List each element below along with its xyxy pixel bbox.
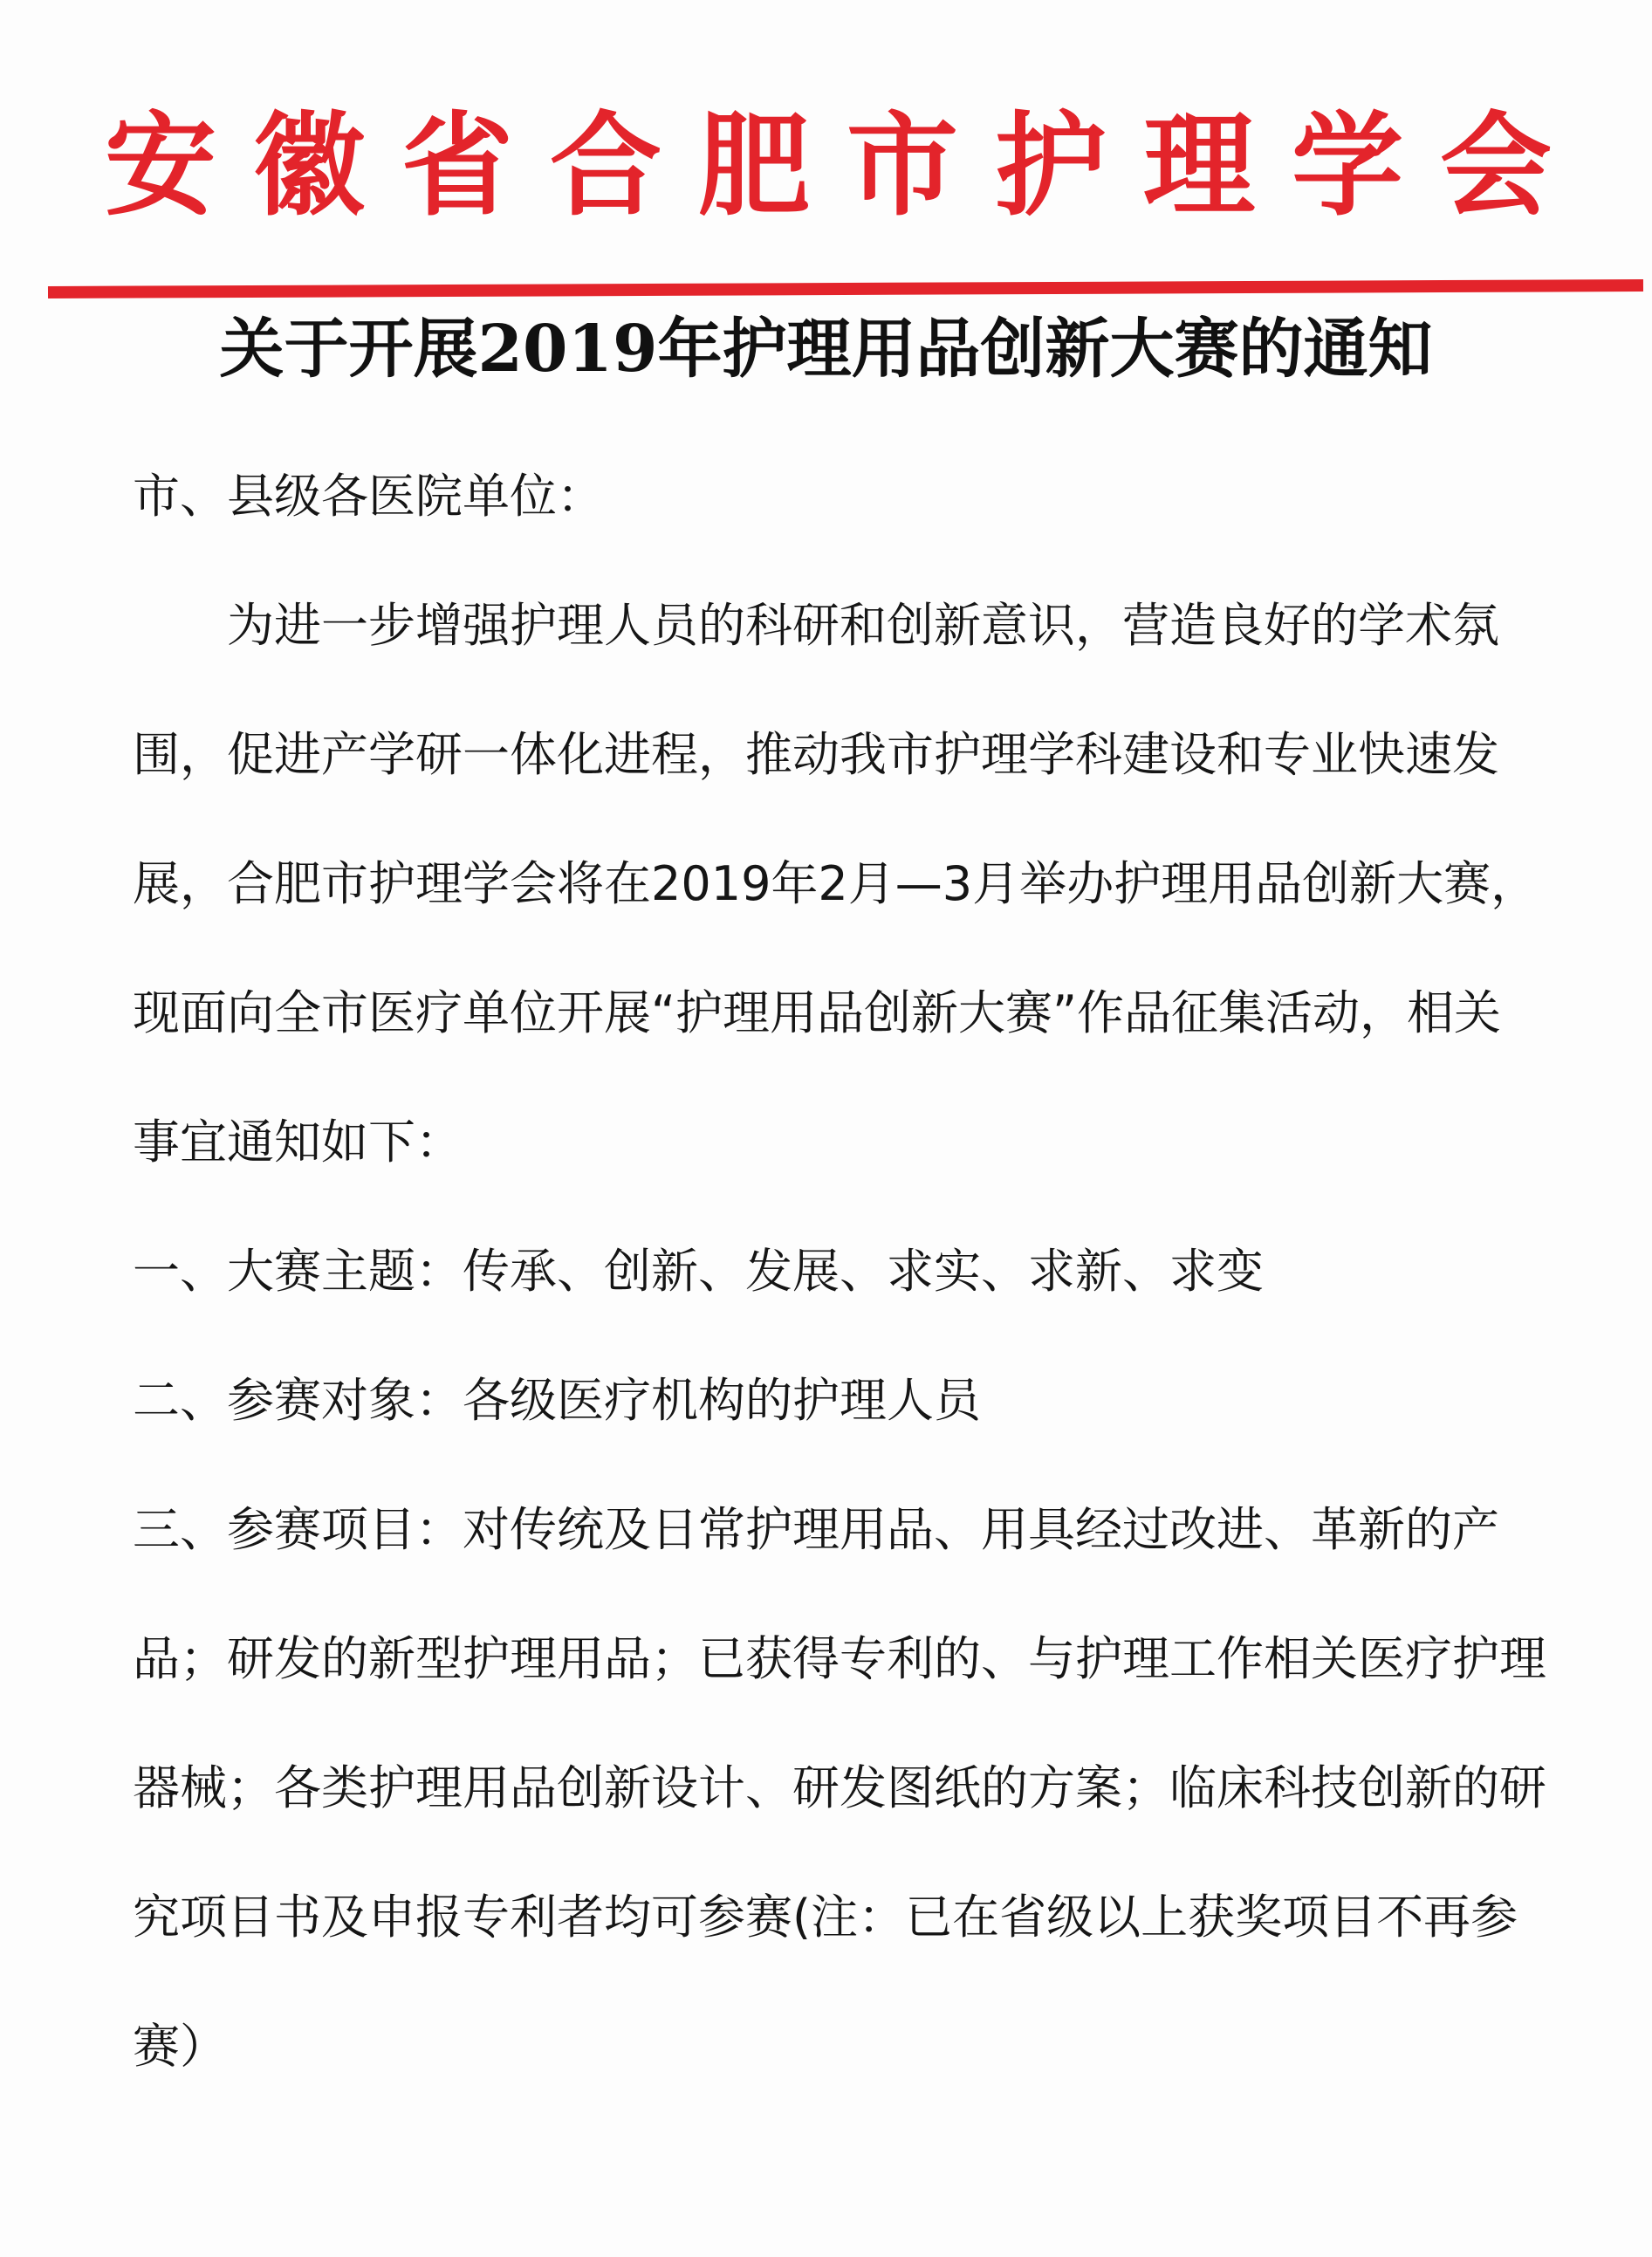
item-theme: 一、大赛主题：传承、创新、发展、求实、求新、求变 — [133, 1244, 1264, 1299]
organization-letterhead: 安徽省合肥市护理学会 — [105, 100, 1589, 231]
salutation: 市、县级各医院单位： — [133, 469, 604, 524]
notice-title: 关于开展2019年护理用品创新大赛的通知 — [219, 312, 1433, 387]
notice-body — [133, 432, 1546, 2111]
letterhead-red-rule — [48, 279, 1643, 298]
item-participants: 二、参赛对象：各级医疗机构的护理人员 — [133, 1373, 981, 1428]
item-projects: 三、参赛项目：对传统及日常护理用品、用具经过改进、革新的产品；研发的新型护理用品；已获得专利的、与护理工作相关医疗护理器械；各类护理用品创新设计、研发图纸的方案；临床科技创新的研究项目书及申报专利者均可参赛(注：已在省级以上获奖项目不再参赛） — [133, 1502, 1546, 2074]
intro-paragraph: 为进一步增强护理人员的科研和创新意识，营造良好的学术氛围，促进产学研一体化进程，推动我市护理学科建设和专业快速发展，合肥市护理学会将在2019年2月—3月举办护理用品创新大赛，现面向全市医疗单位开展“护理用品创新大赛”作品征集活动，相关事宜通知如下： — [133, 598, 1539, 1170]
